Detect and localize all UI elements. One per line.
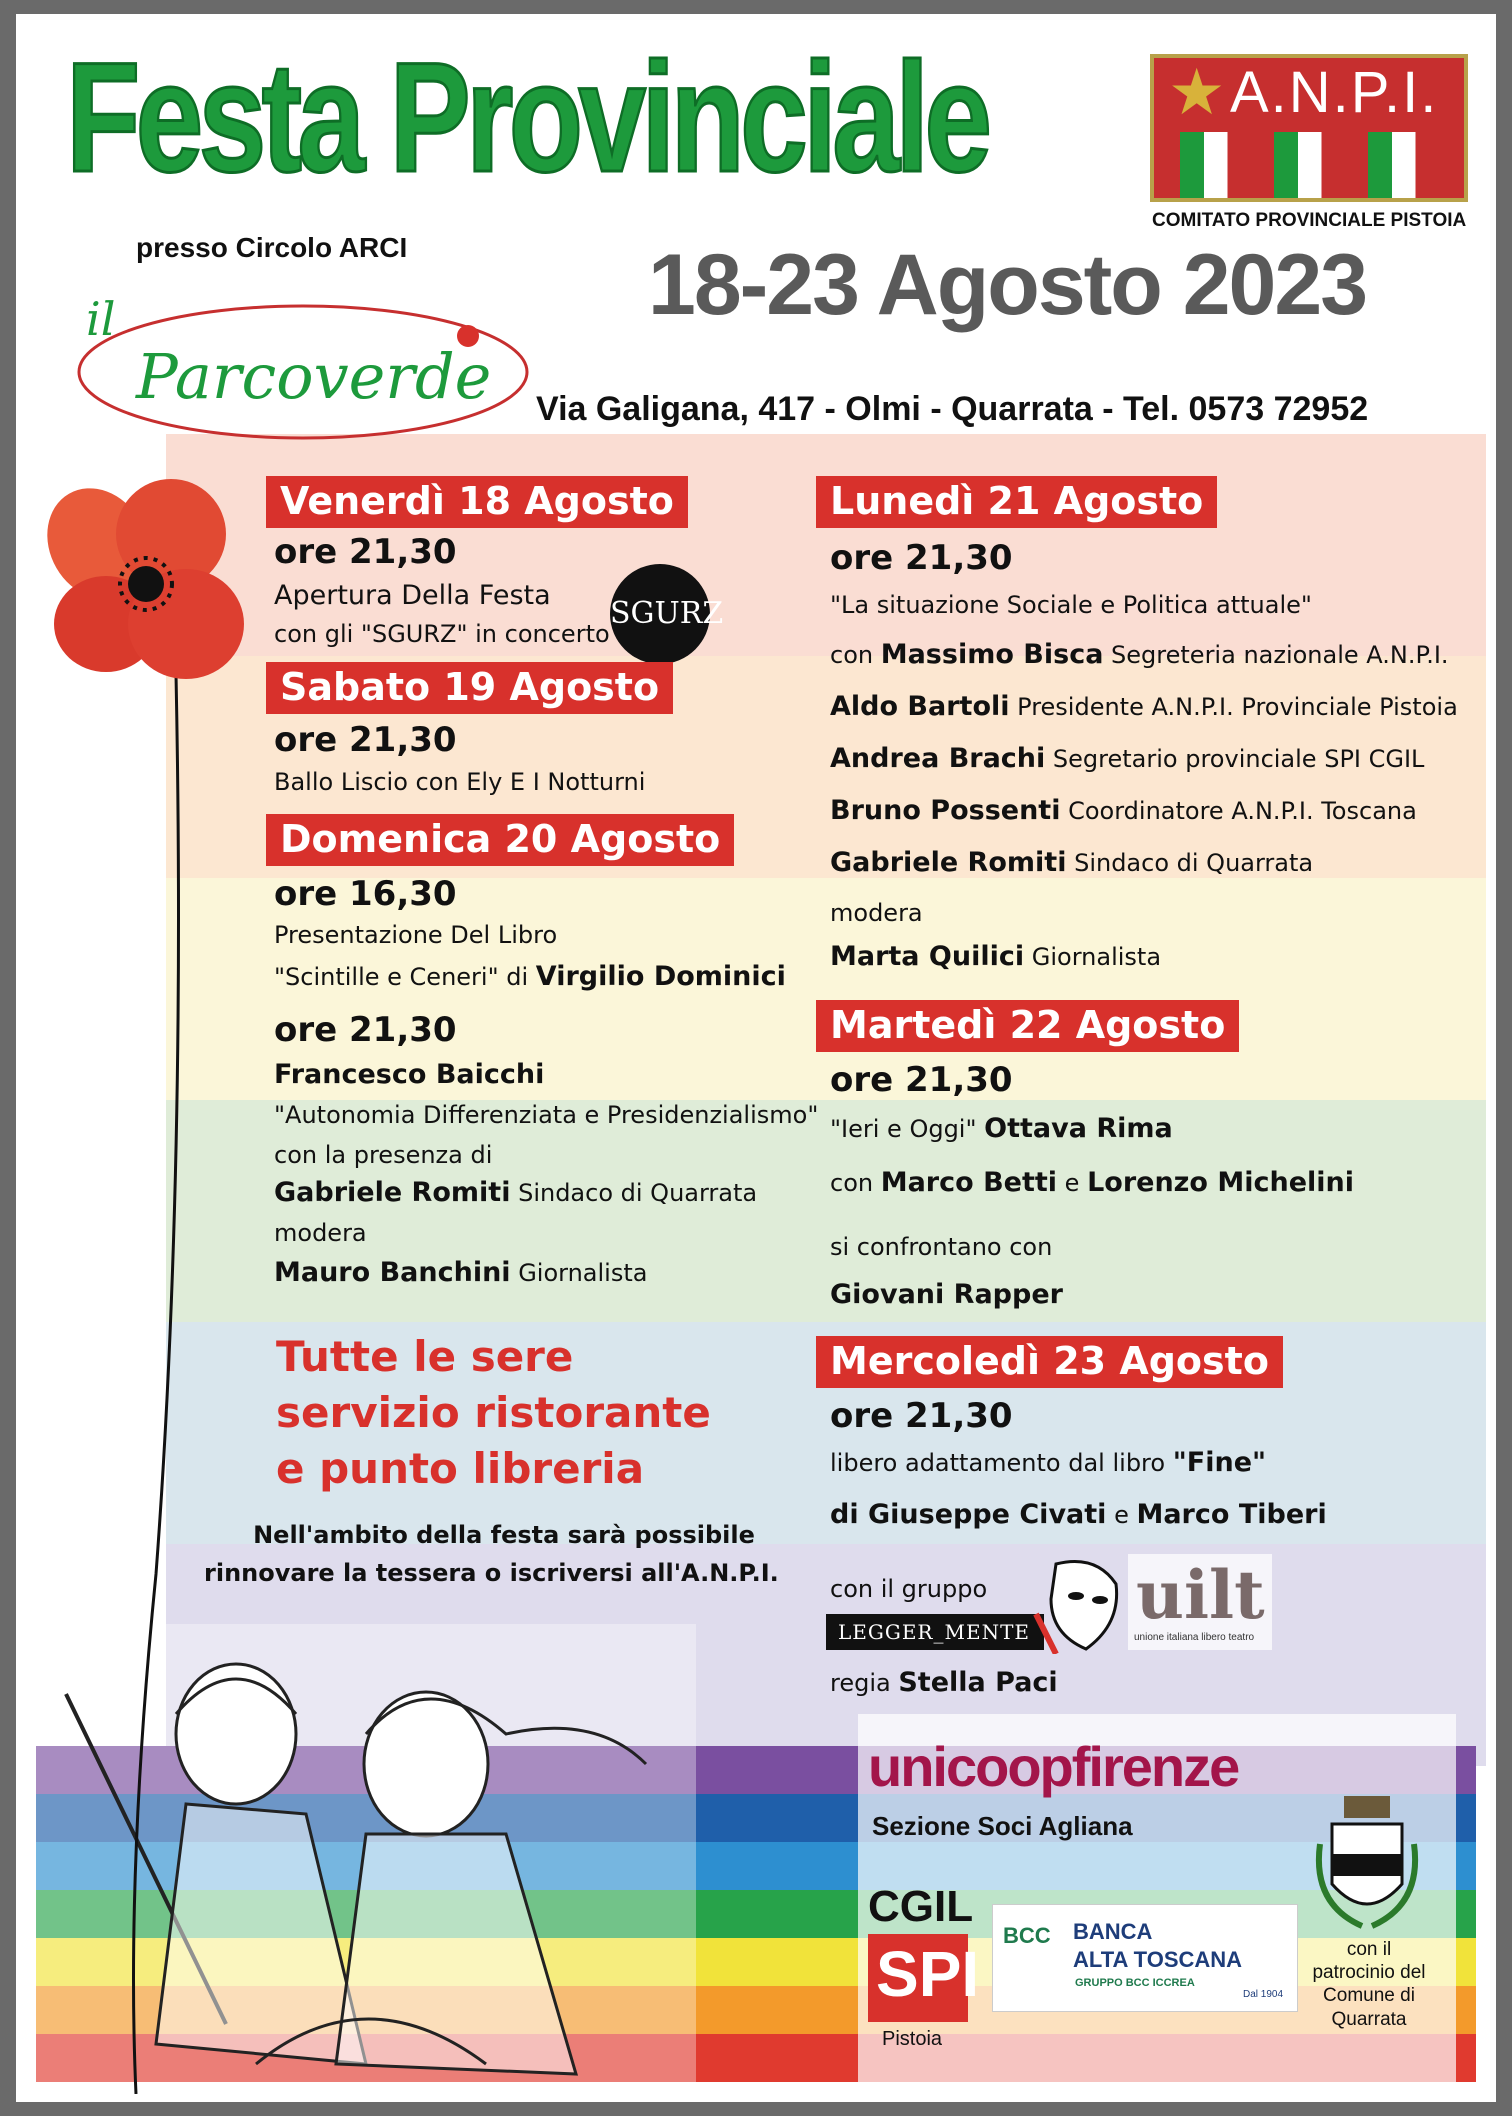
mon-moderator-role: Giornalista (1024, 943, 1162, 971)
mon-speaker-row (830, 848, 1313, 878)
day-label-sat: Sabato 19 Agosto (266, 662, 673, 714)
mon-speaker-name: Andrea Brachi (830, 743, 1046, 774)
patronage-line: Comune di (1323, 1985, 1415, 2007)
sun-line2 (274, 962, 786, 992)
patronage (1312, 1938, 1426, 2031)
poster (16, 14, 1496, 2102)
wed-author-2: Marco Tiberi (1136, 1499, 1327, 1530)
bank-group: GRUPPO BCC ICCREA (1075, 1977, 1195, 1989)
mon-moderator (830, 942, 1161, 972)
flag-icon (1274, 132, 1346, 198)
mon-speaker-name: Aldo Bartoli (830, 691, 1010, 722)
uilt-logo (1128, 1554, 1272, 1650)
membership-line1: Nell'ambito della festa sarà possibile (253, 1521, 755, 1549)
patronage-line: Quarrata (1331, 2008, 1407, 2030)
mon-speaker-row (830, 796, 1417, 826)
sun-presence: con la presenza di (274, 1141, 493, 1169)
fri-line1: Apertura Della Festa (274, 580, 551, 611)
fri-line2: con gli "SGURZ" in concerto (274, 620, 610, 648)
uilt-logo-text: uilt (1136, 1556, 1265, 1634)
mon-speaker-row (830, 692, 1458, 722)
tue-performers (830, 1168, 1354, 1198)
venue-address: Via Galigana, 417 - Olmi - Quarrata - Tel. 0573 72952 (536, 390, 1369, 428)
bank-line1: BANCA (1073, 1919, 1153, 1944)
sun-moderator (274, 1258, 647, 1288)
book-author: Virgilio Dominici (535, 961, 786, 992)
tue-show-type: Ottava Rima (984, 1113, 1173, 1144)
services-line3: e punto libreria (276, 1444, 645, 1493)
wed-group: con il gruppo (830, 1575, 988, 1603)
wed-di: di (830, 1499, 868, 1530)
uilt-logo-sub: unione italiana libero teatro (1134, 1632, 1255, 1643)
day-label-sun: Domenica 20 Agosto (266, 814, 734, 866)
mon-speaker-name: Massimo Bisca (880, 639, 1104, 670)
sat-line1: Ballo Liscio con Ely E I Notturni (274, 768, 646, 796)
bank-since: Dal 1904 (1243, 1989, 1284, 2000)
tue-performer-2: Lorenzo Michelini (1087, 1167, 1354, 1198)
sun-time1: ore 16,30 (274, 874, 457, 914)
services-line2: servizio ristorante (276, 1388, 711, 1437)
leggermente-logo (826, 1614, 1044, 1650)
unicoop-section: Sezione Soci Agliana (872, 1811, 1133, 1841)
sun-modera: modera (274, 1219, 367, 1247)
tue-show-title: "Ieri e Oggi" (830, 1115, 985, 1143)
wed-adaptation: libero adattamento dal libro (830, 1449, 1173, 1477)
sun-time2: ore 21,30 (274, 1010, 457, 1050)
mask-icon (1026, 1554, 1126, 1654)
sun-guest (274, 1178, 757, 1208)
wed-author-1: Giuseppe Civati (867, 1499, 1107, 1530)
wed-line1 (830, 1448, 1266, 1478)
sun-line1: Presentazione Del Libro (274, 921, 558, 949)
mon-speaker-row (830, 640, 1449, 670)
wed-regia-label: regia (830, 1669, 899, 1697)
mon-speaker-role: Segreteria nazionale A.N.P.I. (1103, 641, 1449, 669)
anpi-logo-text: A.N.P.I. (1230, 60, 1439, 125)
quarrata-coat-of-arms-icon (1312, 1794, 1422, 1934)
mon-speaker-name: Gabriele Romiti (830, 847, 1067, 878)
mon-moderator-name: Marta Quilici (830, 941, 1025, 972)
patronage-line: con il (1346, 1939, 1392, 1960)
sun-moderator-role: Giornalista (510, 1259, 648, 1287)
star-icon: ★ (1168, 56, 1226, 128)
mon-speaker-name: Bruno Possenti (830, 795, 1061, 826)
parcoverde-name: Parcoverde (136, 340, 492, 413)
bcc-logo (992, 1904, 1298, 2012)
flag-icon (1180, 132, 1252, 198)
fri-time: ore 21,30 (274, 532, 457, 572)
sun-topic: "Autonomia Differenziata e Presidenzialismo" (274, 1101, 819, 1129)
event-dates: 18-23 Agosto 2023 (648, 237, 1367, 333)
mon-modera: modera (830, 899, 923, 927)
unicoop-logo: unicoopfirenze (868, 1735, 1239, 1798)
parcoverde-logo (72, 284, 534, 444)
mon-topic: "La situazione Sociale e Politica attuale" (830, 591, 1312, 619)
mon-speaker-role: Presidente A.N.P.I. Provinciale Pistoia (1009, 693, 1458, 721)
band-green (166, 1100, 1486, 1322)
bank-line2: ALTA TOSCANA (1073, 1947, 1243, 1972)
anpi-committee: COMITATO PROVINCIALE PISTOIA (1152, 210, 1467, 231)
wed-book: "Fine" (1172, 1447, 1267, 1478)
flag-icon (1368, 132, 1440, 198)
sgurz-logo (610, 564, 724, 664)
tue-show (830, 1114, 1173, 1144)
mon-speaker-role: Coordinatore A.N.P.I. Toscana (1060, 797, 1417, 825)
mon-time: ore 21,30 (830, 538, 1013, 578)
tue-and: e (1057, 1169, 1088, 1197)
mon-speaker-role: Segretario provinciale SPI CGIL (1045, 745, 1425, 773)
wed-authors (830, 1500, 1327, 1530)
mon-speaker-prefix: con (830, 641, 881, 669)
patronage-line: patrocinio del (1312, 1962, 1426, 1984)
tue-rapper: Giovani Rapper (830, 1279, 1063, 1310)
bcc-mark: BCC (1003, 1923, 1051, 1948)
wed-time: ore 21,30 (830, 1396, 1013, 1436)
sun-guest-name: Gabriele Romiti (274, 1177, 511, 1208)
tue-time: ore 21,30 (830, 1060, 1013, 1100)
spi-city: Pistoia (882, 2028, 943, 2050)
leggermente-logo-text: LEGGER_MENTE (838, 1620, 1031, 1644)
membership-line2: rinnovare la tessera o iscriversi all'A.N.P.I. (204, 1559, 779, 1587)
wed-regia (830, 1668, 1058, 1698)
sat-time: ore 21,30 (274, 720, 457, 760)
spi-logo (868, 1934, 980, 2022)
wed-and: e (1106, 1501, 1137, 1529)
day-label-tue: Martedì 22 Agosto (816, 1000, 1239, 1052)
parcoverde-prefix: il (86, 292, 116, 346)
services-line1: Tutte le sere (276, 1332, 574, 1381)
page-title: Festa Provinciale (66, 31, 988, 205)
spi-logo-text: SPI (876, 1938, 980, 2010)
day-label-mon: Lunedì 21 Agosto (816, 476, 1217, 528)
sun-moderator-name: Mauro Banchini (274, 1257, 511, 1288)
book-title: "Scintille e Ceneri" di (274, 963, 536, 991)
tue-performer-1: Marco Betti (880, 1167, 1058, 1198)
poppy-flower-icon (36, 474, 256, 2094)
mon-speaker-role: Sindaco di Quarrata (1066, 849, 1314, 877)
tue-with: con (830, 1169, 881, 1197)
mon-speaker-row (830, 744, 1424, 774)
venue-presso: presso Circolo ARCI (136, 232, 408, 263)
anpi-logo (1150, 54, 1468, 202)
sgurz-logo-text: SGURZ (610, 596, 724, 631)
sun-speaker: Francesco Baicchi (274, 1059, 545, 1090)
tue-compare: si confrontano con (830, 1233, 1053, 1261)
day-label-fri: Venerdì 18 Agosto (266, 476, 688, 528)
sun-guest-role: Sindaco di Quarrata (510, 1179, 758, 1207)
day-label-wed: Mercoledì 23 Agosto (816, 1336, 1283, 1388)
wed-director: Stella Paci (898, 1667, 1058, 1698)
cgil-logo: CGIL (868, 1882, 974, 1931)
